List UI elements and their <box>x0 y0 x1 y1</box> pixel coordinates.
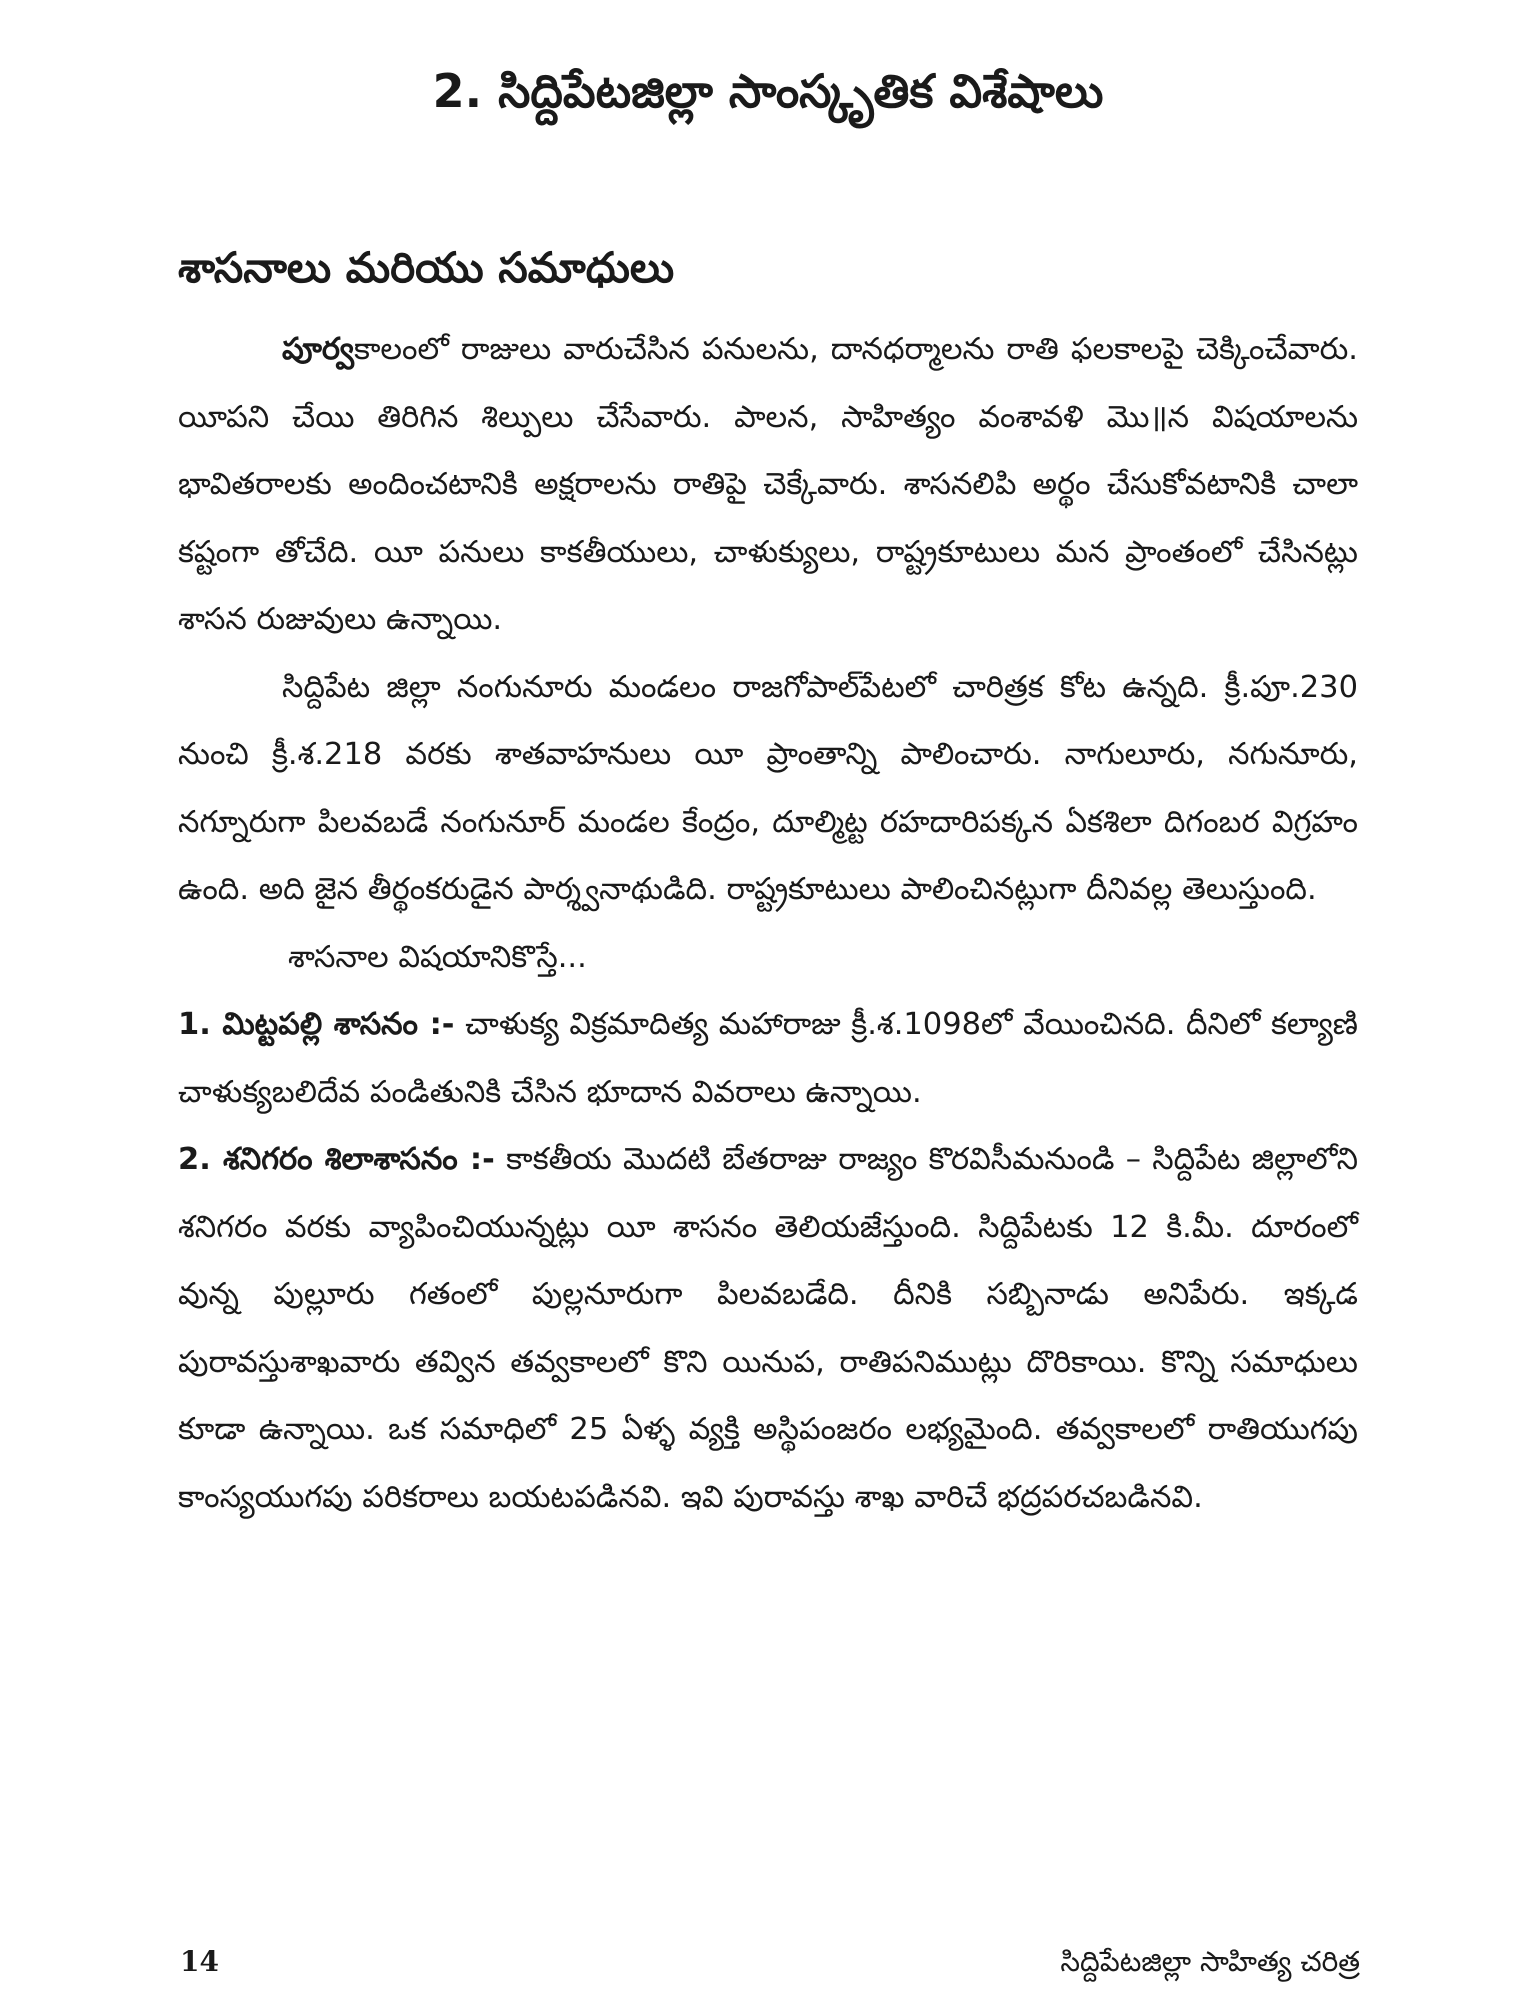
chapter-title: 2. సిద్దిపేటజిల్లా సాంస్కృతిక విశేషాలు <box>432 64 1104 118</box>
paragraph-3: శాసనాల విషయానికొస్తే... <box>288 939 587 975</box>
list-item-1-text: చాళుక్య విక్రమాదిత్య మహారాజు క్రీ.శ.1098లో వేయించినది. దీనిలో కల్యాణి చాళుక్యబలిదేవ పండితునికి చేసిన భూదాన వివరాలు ఉన్నాయి. <box>178 1007 1358 1110</box>
list-item-1 <box>178 991 1358 1126</box>
page-content <box>178 60 1358 1531</box>
list-item-2-label: 2. శనిగరం శిలాశాసనం :- <box>178 1142 495 1177</box>
list-item-2-text: కాకతీయ మొదటి బేతరాజు రాజ్యం కొరవిసీమనుండి – సిద్దిపేట జిల్లాలోని శనిగరం వరకు వ్యాపించియున్నట్లు యీ శాసనం తెలియజేస్తుంది. సిద్దిపేటకు 12 కి.మీ. దూరంలో వున్న పుల్లూరు గతంలో పుల్లనూరుగా పిలవబడేది. దీనికి సబ్బినాడు అనిపేరు. ఇక్కడ పురావస్తుశాఖవారు తవ్విన తవ్వకాలలో కొని యినుప, రాతిపనిముట్లు దొరికాయి. కొన్ని సమాధులు కూడా ఉన్నాయి. ఒక సమాధిలో 25 ఏళ్ళ వ్యక్తి అస్థిపంజరం లభ్యమైంది. తవ్వకాలలో రాతియుగపు కాంస్యయుగపు పరికరాలు బయటపడినవి. ఇవి పురావస్తు శాఖ వారిచే భద్రపరచబడినవి. <box>178 1142 1358 1515</box>
paragraph-1 <box>178 316 1358 654</box>
paragraph-1-text: కాలంలో రాజులు వారుచేసిన పనులను, దానధర్మాలను రాతి ఫలకాలపై చెక్కించేవారు. యీపని చేయి తిరిగిన శిల్పులు చేసేవారు. పాలన, సాహిత్యం వంశావళి మొ॥న విషయాలను భావితరాలకు అందించటానికి అక్షరాలను రాతిపై చెక్కేవారు. శాసనలిపి అర్థం చేసుకోవటానికి చాలా కష్టంగా తోచేది. యీ పనులు కాకతీయులు, చాళుక్యులు, రాష్ట్రకూటులు మన ప్రాంతంలో చేసినట్లు శాసన రుజువులు ఉన్నాయి. <box>178 332 1358 637</box>
list-item-1-label: 1. మిట్టపల్లి శాసనం :- <box>178 1007 455 1042</box>
paragraph-2: సిద్దిపేట జిల్లా నంగునూరు మండలం రాజగోపాల్‌పేటలో చారిత్రక కోట ఉన్నది. క్రీ.పూ.230 నుంచి క్రీ.శ.218 వరకు శాతవాహనులు యీ ప్రాంతాన్ని పాలించారు. నాగులూరు, నగునూరు, నగ్నూరుగా పిలవబడే నంగునూర్ మండల కేంద్రం, దూల్మిట్ట రహదారిపక్కన ఏకశిలా దిగంబర విగ్రహం ఉంది. అది జైన తీర్థంకరుడైన పార్శ్వనాథుడిది. రాష్ట్రకూటులు పాలించినట్లుగా దీనివల్ల తెలుస్తుంది. <box>178 669 1358 907</box>
page-number: 14 <box>180 1945 219 1978</box>
list-item-2 <box>178 1126 1358 1531</box>
page-footer <box>180 1945 1360 1985</box>
section-heading: శాసనాలు మరియు సమాధులు <box>178 243 675 292</box>
paragraph-1-lead: పూర్వ <box>282 332 354 367</box>
book-title: సిద్దిపేటజిల్లా సాహిత్య చరిత్ర <box>1060 1945 1360 1978</box>
